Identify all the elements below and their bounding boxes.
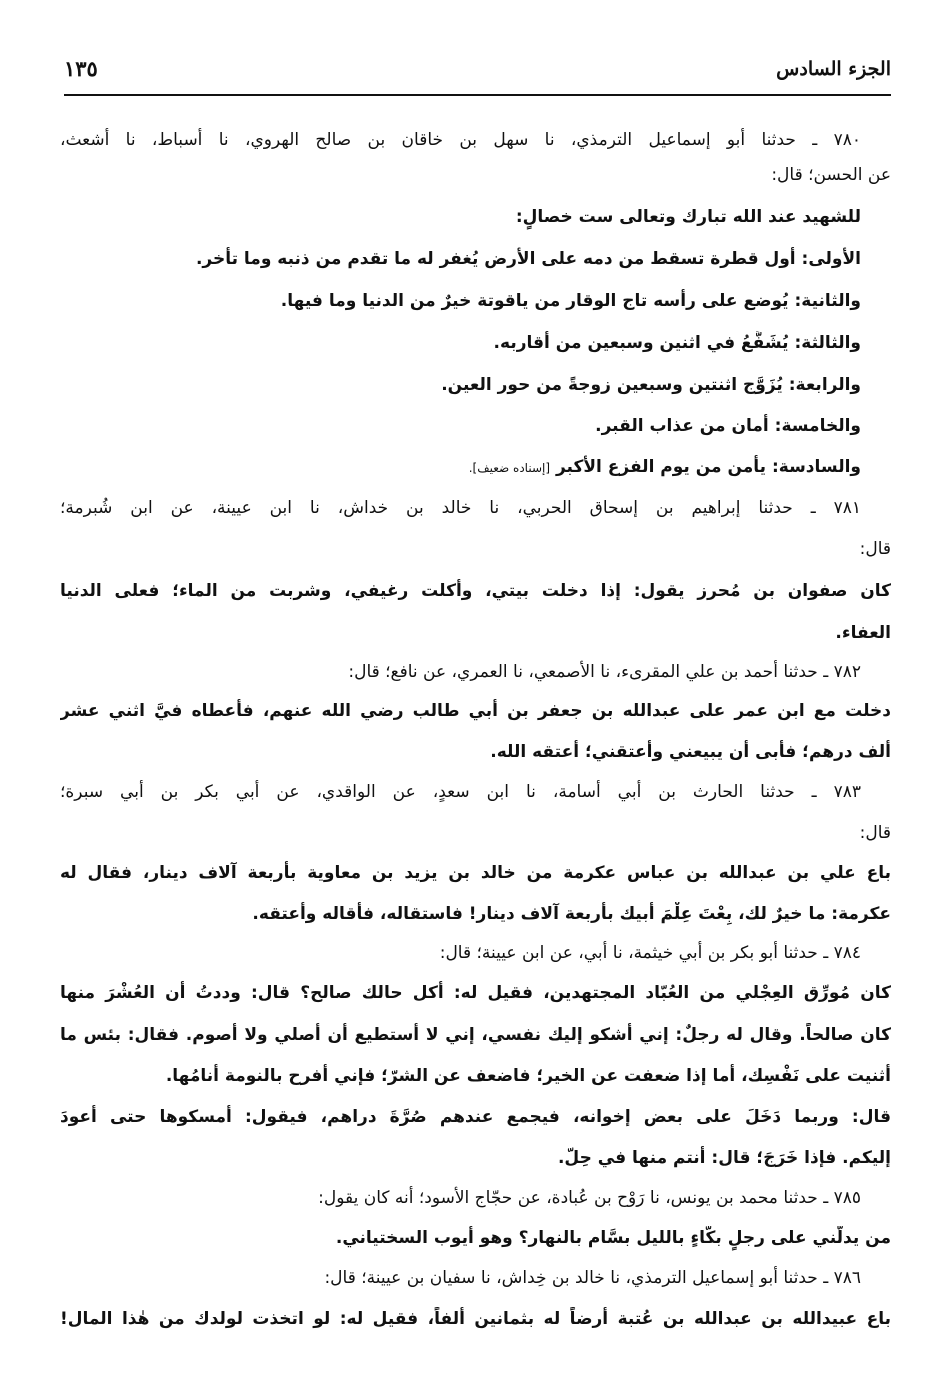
hadith-783-text-cont: عكرمة: ما خيرٌ لك، بِعْتَ عِلْمَ أبيك بأربعة آلاف دينار! فاستقاله، فأقاله وأعتقه. [252,904,891,924]
volume-title: الجزء السادس [776,58,891,80]
grading-note: [إسناده ضعيف]. [468,461,551,475]
hadith-785-text: من يدلُّني على رجلٍ بكَّاءٍ بالليل بسَّام بالنهار؟ وهو أيوب السختياني. [335,1228,891,1248]
hadith-780-text: للشهيد عند الله تبارك وتعالى ست خصالٍ: [515,207,861,227]
hadith-782-isnad: ٧٨٢ ـ حدثنا أحمد بن علي المقرىء، نا الأصمعي، نا العمري، عن نافع؛ قال: [348,662,861,682]
hadith-780-item-2: والثانية: يُوضع على رأسه تاج الوقار من ياقوتة خيرٌ من الدنيا وما فيها. [280,291,861,311]
hadith-783-isnad-cont: قال: [859,823,891,843]
hadith-784-text-3: أثنيت على نَفْسِك، أما إذا ضعفت عن الخير؛ فاضعف عن الشرّ؛ فإني أفرح بالنومة أنامُها. [165,1066,891,1086]
hadith-785-isnad: ٧٨٥ ـ حدثنا محمد بن يونس، نا رَوْح بن عُبادة، عن حجّاج الأسود؛ أنه كان يقول: [318,1188,861,1208]
hadith-780-item-3: والثالثة: يُشَفَّعُ في اثنين وسبعين من أقاربه. [493,333,861,353]
hadith-781-text-cont: العفاء. [835,623,891,643]
hadith-782-text: دخلت مع ابن عمر على عبدالله بن جعفر بن أبي طالب رضي الله عنهم، فأعطاه فيَّ اثني عشر [60,701,891,721]
page-number: ١٣٥ [64,56,98,81]
hadith-783-text: باع علي بن عبدالله بن عباس عكرمة من خالد بن يزيد بن معاوية بأربعة آلاف دينار، فقال له [60,863,891,883]
hadith-786-text: باع عبيدالله بن عبدالله بن عُتبة أرضاً له بثمانين ألفاً، فقيل له: لو اتخذت لولدك من هٰذا المال! [60,1309,891,1329]
hadith-781-isnad-cont: قال: [859,539,891,559]
hadith-782-text-cont: ألف درهم؛ فأبى أن يبيعني وأعتقني؛ أعتقه الله. [490,742,891,762]
hadith-780-item-4: والرابعة: يُزَوَّج اثنتين وسبعين زوجةً من حور العين. [441,375,861,395]
hadith-783-isnad: ٧٨٣ ـ حدثنا الحارث بن أبي أسامة، نا ابن سعدٍ، عن الواقدي، عن أبي بكر بن أبي سبرة؛ [60,782,861,802]
hadith-781-isnad: ٧٨١ ـ حدثنا إبراهيم بن إسحاق الحربي، نا خالد بن خداش، نا ابن عيينة، عن ابن شُبرمة؛ [60,498,861,518]
hadith-780-isnad: ٧٨٠ ـ حدثنا أبو إسماعيل الترمذي، نا سهل بن خاقان بن صالح الهروي، نا أسباط، نا أشعث، [60,130,861,150]
hadith-784-text-5: إليكم. فإذا خَرَجَ؛ قال: أنتم منها في حِلّ. [557,1148,891,1168]
hadith-784-isnad: ٧٨٤ ـ حدثنا أبو بكر بن أبي خيثمة، نا أبي، عن ابن عيينة؛ قال: [439,943,861,963]
hadith-780-item-5: والخامسة: أمان من عذاب القبر. [595,416,861,436]
hadith-780-item-6-text: والسادسة: يأمن من يوم الفزع الأكبر [555,457,861,477]
hadith-784-text-2: كان صالحاً. وقال له رجلٌ: إني أشكو إليك نفسي، إني لا أستطيع أن أصلي ولا أصوم. فقال: بئس ما [60,1025,891,1045]
hadith-780-item-1: الأولى: أول قطرة تسقط من دمه على الأرض يُغفر له ما تقدم من ذنبه وما تأخر. [195,249,861,269]
hadith-781-text: كان صفوان بن مُحرز يقول: إذا دخلت بيتي، وأكلت رغيفي، وشربت من الماء؛ فعلى الدنيا [60,581,891,601]
hadith-780-isnad-cont: عن الحسن؛ قال: [771,165,891,185]
hadith-784-text: كان مُورِّق العِجْلي من العُبّاد المجتهدين، فقيل له: أكل حالك صالح؟ قال: وددتُ أن العُشْرَ منها [60,983,891,1003]
hadith-780-item-6 [60,455,861,481]
hadith-784-text-4: قال: وربما دَخَلَ على بعض إخوانه، فيجمع عندهم صُرَّةَ دراهم، فيقول: أمسكوها حتى أعودَ [60,1107,891,1127]
page-header [64,52,891,96]
hadith-786-isnad: ٧٨٦ ـ حدثنا أبو إسماعيل الترمذي، نا خالد بن خِداش، نا سفيان بن عيينة؛ قال: [324,1268,861,1288]
